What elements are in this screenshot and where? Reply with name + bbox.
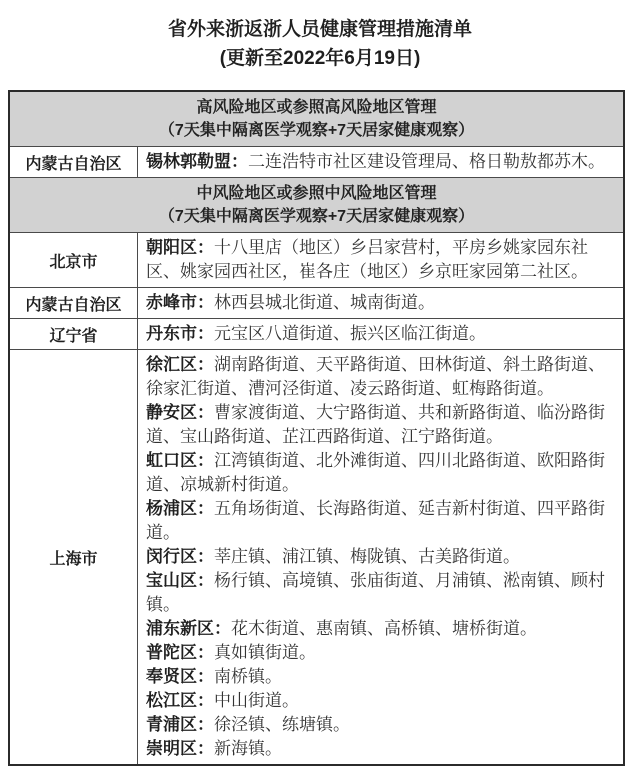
section-header-subtitle: （7天集中隔离医学观察+7天居家健康观察） xyxy=(158,122,475,139)
district-detail: 新海镇。 xyxy=(214,739,282,758)
district-detail: 二连浩特市社区建设管理局、格日勒敖都苏木。 xyxy=(248,152,605,171)
province-cell: 内蒙古自治区 xyxy=(10,147,138,177)
district-name: 松江区： xyxy=(146,691,214,710)
district-detail: 林西县城北街道、城南街道。 xyxy=(214,293,435,312)
district-detail: 湖南路街道、天平路街道、田林街道、斜土路街道、徐家汇街道、漕河泾街道、凌云路街道、虹梅路街道。 xyxy=(146,355,605,398)
detail-cell xyxy=(138,288,623,318)
district-entry xyxy=(146,665,615,689)
province-cell: 内蒙古自治区 xyxy=(10,288,138,318)
risk-section xyxy=(10,92,623,178)
district-name: 崇明区： xyxy=(146,739,214,758)
district-entry xyxy=(146,641,615,665)
detail-cell xyxy=(138,319,623,349)
district-name: 静安区： xyxy=(146,403,214,422)
district-entry xyxy=(146,401,615,449)
page-subtitle: (更新至2022年6月19日) xyxy=(219,48,421,69)
district-entry xyxy=(146,322,615,346)
district-detail: 杨行镇、高境镇、张庙街道、月浦镇、淞南镇、顾村镇。 xyxy=(146,571,605,614)
section-rows xyxy=(10,147,623,178)
table-row xyxy=(10,233,623,288)
section-header-subtitle: （7天集中隔离医学观察+7天居家健康观察） xyxy=(158,208,475,225)
district-entry xyxy=(146,236,615,284)
district-name: 杨浦区： xyxy=(146,499,214,518)
district-entry xyxy=(146,353,615,401)
district-name: 丹东市： xyxy=(146,324,214,343)
district-detail: 花木街道、惠南镇、高桥镇、塘桥街道。 xyxy=(231,619,537,638)
district-entry xyxy=(146,449,615,497)
district-name: 赤峰市： xyxy=(146,293,214,312)
title-block xyxy=(0,0,640,73)
district-entry xyxy=(146,737,615,761)
district-name: 浦东新区： xyxy=(146,619,231,638)
province-cell: 北京市 xyxy=(10,233,138,287)
province-cell: 上海市 xyxy=(10,350,138,764)
table-row xyxy=(10,288,623,319)
table-row xyxy=(10,319,623,350)
section-header-title: 中风险地区或参照中风险地区管理 xyxy=(196,185,437,202)
district-detail: 真如镇街道。 xyxy=(214,643,316,662)
district-name: 普陀区： xyxy=(146,643,214,662)
district-detail: 江湾镇街道、北外滩街道、四川北路街道、欧阳路街道、凉城新村街道。 xyxy=(146,451,605,494)
district-entry xyxy=(146,569,615,617)
province-cell: 辽宁省 xyxy=(10,319,138,349)
section-header xyxy=(10,178,623,233)
district-detail: 南桥镇。 xyxy=(214,667,282,686)
district-entry xyxy=(146,497,615,545)
district-detail: 元宝区八道街道、振兴区临江街道。 xyxy=(214,324,486,343)
district-entry xyxy=(146,545,615,569)
district-detail: 徐泾镇、练塘镇。 xyxy=(214,715,350,734)
district-entry xyxy=(146,689,615,713)
table-row xyxy=(10,350,623,764)
district-entry xyxy=(146,617,615,641)
page-title: 省外来浙返浙人员健康管理措施清单 xyxy=(167,19,472,40)
risk-table xyxy=(8,90,625,766)
detail-cell xyxy=(138,350,623,764)
table-row xyxy=(10,147,623,178)
detail-cell xyxy=(138,147,623,177)
risk-section xyxy=(10,178,623,764)
district-detail: 中山街道。 xyxy=(214,691,299,710)
district-detail: 曹家渡街道、大宁路街道、共和新路街道、临汾路街道、宝山路街道、芷江西路街道、江宁路街道。 xyxy=(146,403,605,446)
district-name: 奉贤区： xyxy=(146,667,214,686)
section-rows xyxy=(10,233,623,764)
district-name: 锡林郭勒盟： xyxy=(146,152,248,171)
district-detail: 莘庄镇、浦江镇、梅陇镇、古美路街道。 xyxy=(214,547,520,566)
detail-cell xyxy=(138,233,623,287)
section-header xyxy=(10,92,623,147)
district-name: 宝山区： xyxy=(146,571,214,590)
section-header-title: 高风险地区或参照高风险地区管理 xyxy=(196,99,437,116)
district-entry xyxy=(146,291,615,315)
district-detail: 五角场街道、长海路街道、延吉新村街道、四平路街道。 xyxy=(146,499,605,542)
district-detail: 十八里店（地区）乡吕家营村，平房乡姚家园东社区、姚家园西社区，崔各庄（地区）乡京旺家园第二社区。 xyxy=(146,238,588,281)
district-name: 虹口区： xyxy=(146,451,214,470)
district-entry xyxy=(146,713,615,737)
district-entry xyxy=(146,150,615,174)
district-name: 闵行区： xyxy=(146,547,214,566)
district-name: 朝阳区： xyxy=(146,238,214,257)
district-name: 徐汇区： xyxy=(146,355,214,374)
district-name: 青浦区： xyxy=(146,715,214,734)
